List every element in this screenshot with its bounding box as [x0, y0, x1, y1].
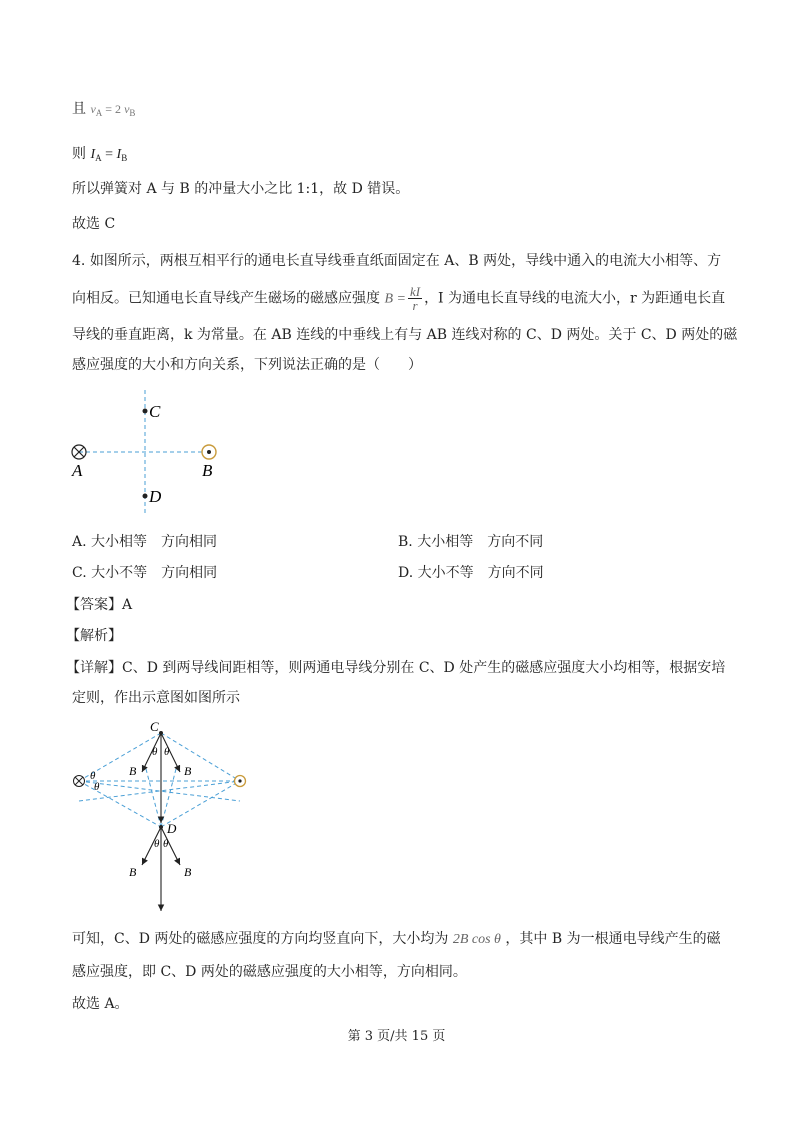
option-d[interactable]: D. 大小不等 方向不同 — [398, 565, 544, 581]
label-d: D — [149, 487, 162, 506]
d-field-vectors — [142, 827, 180, 911]
wire-b-out-of-page-icon — [202, 445, 216, 459]
analysis-title: 【解析】 — [66, 628, 122, 644]
formula-fraction: $\frac{kI}{r}$ — [409, 284, 421, 313]
point-c — [159, 731, 163, 735]
line-answer-prev: 故选 C — [72, 216, 116, 232]
label-theta-d-left: θ — [154, 838, 160, 850]
conclusion-line-3: 故选 A。 — [72, 996, 129, 1012]
question-line-2: 向相反。已知通电长直导线产生磁场的磁感应强度 B = $\frac{kI}{r}$ ，I 为通电长直导线的电流大小，r 为距通电长直 — [72, 284, 726, 313]
line-impulse-ratio: 所以弹簧对 A 与 B 的冲量大小之比 1:1，故 D 错误。 — [72, 181, 410, 197]
label-b: B — [202, 461, 213, 480]
label-theta-a-lower: θ — [94, 781, 100, 793]
c-field-vectors — [142, 733, 180, 823]
figure-wires-diagram — [60, 385, 240, 520]
figure-field-vector-diagram — [66, 715, 266, 915]
question-line-3: 导线的垂直距离，k 为常量。在 AB 连线的中垂线上有与 AB 连线对称的 C、D 两处。关于 C、D 两处的磁 — [72, 327, 738, 343]
label-theta-d-right: θ — [163, 838, 169, 850]
question-line-4: 感应强度的大小和方向关系，下列说法正确的是（ ） — [72, 357, 422, 373]
line-va-relation: 且 $v_A = 2$ $v_B$ — [72, 101, 136, 118]
point-c — [143, 409, 148, 414]
label-theta-c-left: θ — [152, 746, 158, 758]
label-theta-a-upper: θ — [90, 770, 96, 782]
wire-b-out-of-page-icon — [235, 776, 246, 787]
label-d: D — [167, 821, 177, 836]
label-b-c-right: B — [184, 764, 192, 778]
label-b-d-left: B — [129, 865, 137, 879]
option-c[interactable]: C. 大小不等 方向相同 — [72, 565, 218, 581]
page-footer: 第 3 页/共 15 页 — [347, 1029, 446, 1044]
detail-line-1: 【详解】C、D 到两导线间距相等，则两通电导线分别在 C、D 处产生的磁感应强度大小均相等，根据安培 — [66, 660, 726, 676]
wire-a-into-page-icon — [72, 445, 86, 459]
option-b[interactable]: B. 大小相等 方向不同 — [398, 534, 544, 550]
label-theta-c-right: θ — [164, 746, 170, 758]
label-c: C — [149, 402, 161, 421]
label-b-d-right: B — [184, 865, 192, 879]
option-a[interactable]: A. 大小相等 方向相同 — [72, 534, 218, 550]
conclusion-line-1: 可知，C、D 两处的磁感应强度的方向均竖直向下，大小均为 2B cos θ ，其中 B 为一根通电导线产生的磁 — [72, 931, 721, 947]
question-line-1: 4. 如图所示，两根互相平行的通电长直导线垂直纸面固定在 A、B 两处，导线中通入的电流大小相等、方 — [72, 253, 722, 269]
point-d — [159, 825, 163, 829]
line-current-relation: 则 $I_A = I_B$ — [72, 146, 128, 163]
label-a: A — [72, 461, 83, 480]
answer-line: 【答案】A — [66, 597, 133, 613]
dashed-construction-lines — [79, 733, 240, 827]
label-c: C — [150, 719, 159, 734]
point-d — [143, 494, 148, 499]
conclusion-line-2: 感应强度，即 C、D 两处的磁感应强度的大小相等，方向相同。 — [72, 964, 467, 980]
wire-a-into-page-icon — [74, 776, 85, 787]
label-b-c-left: B — [129, 764, 137, 778]
detail-line-2: 定则，作出示意图如图所示 — [72, 690, 240, 706]
